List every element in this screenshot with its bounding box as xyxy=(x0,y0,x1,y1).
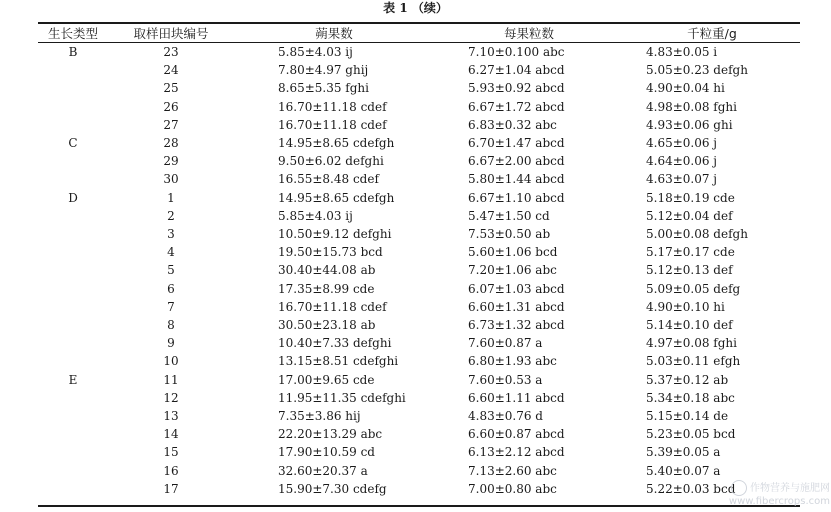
cell-pod-count: 30.50±23.18 ab xyxy=(278,318,376,333)
cell-plot-number: 6 xyxy=(167,281,175,296)
cell-seeds-per-pod: 7.53±0.50 ab xyxy=(468,227,551,242)
cell-growth-type xyxy=(38,334,108,352)
table-row xyxy=(38,116,800,134)
cell-growth-type xyxy=(38,79,108,97)
cell-seeds-per-pod: 7.60±0.53 a xyxy=(468,372,543,387)
cell-pod-count: 16.70±11.18 cdef xyxy=(278,99,387,114)
cell-thousand-grain-weight: 5.22±0.03 bcd xyxy=(646,481,736,496)
table-row xyxy=(38,61,800,79)
table-row xyxy=(38,462,800,480)
cell-plot-number: 27 xyxy=(163,117,179,132)
cell-seeds-per-pod: 6.67±1.72 abcd xyxy=(468,99,565,114)
cell-growth-type: E xyxy=(68,372,78,387)
cell-growth-type xyxy=(38,152,108,170)
cell-thousand-grain-weight: 5.18±0.19 cde xyxy=(646,190,735,205)
header-pod-count: 蒴果数 xyxy=(315,25,353,41)
cell-growth-type xyxy=(38,316,108,334)
cell-pod-count: 13.15±8.51 cdefghi xyxy=(278,354,399,369)
cell-thousand-grain-weight: 5.03±0.11 efgh xyxy=(646,354,741,369)
cell-thousand-grain-weight: 4.98±0.08 fghi xyxy=(646,99,737,114)
table-row xyxy=(38,152,800,170)
cell-pod-count: 10.50±9.12 defghi xyxy=(278,227,392,242)
cell-growth-type xyxy=(38,280,108,298)
table-row xyxy=(38,443,800,461)
table-row xyxy=(38,98,800,116)
cell-growth-type: D xyxy=(68,190,78,205)
cell-growth-type xyxy=(38,170,108,188)
cell-plot-number: 9 xyxy=(167,336,175,351)
watermark-text: 作物营养与施肥网 xyxy=(750,483,830,494)
cell-growth-type xyxy=(38,443,108,461)
cell-seeds-per-pod: 5.47±1.50 cd xyxy=(468,208,550,223)
cell-plot-number: 28 xyxy=(163,136,179,151)
cell-seeds-per-pod: 6.13±2.12 abcd xyxy=(468,445,565,460)
cell-seeds-per-pod: 6.67±1.10 abcd xyxy=(468,190,565,205)
cell-thousand-grain-weight: 4.93±0.06 ghi xyxy=(646,117,733,132)
cell-thousand-grain-weight: 4.97±0.08 fghi xyxy=(646,336,737,351)
table-row xyxy=(38,134,800,152)
cell-plot-number: 14 xyxy=(163,427,179,442)
cell-plot-number: 4 xyxy=(167,245,175,260)
cell-plot-number: 23 xyxy=(163,45,179,59)
table-row xyxy=(38,280,800,298)
cell-thousand-grain-weight: 5.14±0.10 def xyxy=(646,318,733,333)
cell-growth-type xyxy=(38,480,108,498)
cell-growth-type xyxy=(38,207,108,225)
cell-plot-number: 5 xyxy=(167,263,175,278)
watermark-url: www.fibercrops.com xyxy=(728,496,830,507)
cell-plot-number: 29 xyxy=(163,154,179,169)
watermark xyxy=(618,480,830,510)
cell-growth-type xyxy=(38,61,108,79)
cell-pod-count: 7.35±3.86 hij xyxy=(278,409,361,424)
cell-thousand-grain-weight: 5.15±0.14 de xyxy=(646,409,729,424)
header-seeds-per-pod: 每果粒数 xyxy=(503,25,554,41)
cell-seeds-per-pod: 6.60±0.87 abcd xyxy=(468,427,565,442)
cell-pod-count: 8.65±5.35 fghi xyxy=(278,81,369,96)
cell-growth-type: B xyxy=(68,45,78,59)
table-row xyxy=(38,425,800,443)
cell-pod-count: 9.50±6.02 defghi xyxy=(278,154,384,169)
cell-seeds-per-pod: 6.80±1.93 abc xyxy=(468,354,557,369)
cell-seeds-per-pod: 6.70±1.47 abcd xyxy=(468,136,565,151)
cell-plot-number: 17 xyxy=(163,481,179,496)
cell-seeds-per-pod: 6.60±1.11 abcd xyxy=(468,390,565,405)
cell-thousand-grain-weight: 5.34±0.18 abc xyxy=(646,390,735,405)
cell-growth-type xyxy=(38,243,108,261)
cell-growth-type xyxy=(38,298,108,316)
cell-seeds-per-pod: 7.00±0.80 abc xyxy=(468,481,557,496)
cell-pod-count: 7.80±4.97 ghij xyxy=(278,63,369,78)
cell-seeds-per-pod: 5.93±0.92 abcd xyxy=(468,81,565,96)
cell-plot-number: 2 xyxy=(167,208,175,223)
cell-pod-count: 17.90±10.59 cd xyxy=(278,445,375,460)
cell-plot-number: 12 xyxy=(163,390,179,405)
header-growth-type: 生长类型 xyxy=(47,25,98,41)
cell-thousand-grain-weight: 5.17±0.17 cde xyxy=(646,245,735,260)
cell-thousand-grain-weight: 5.12±0.13 def xyxy=(646,263,733,278)
table-row xyxy=(38,79,800,97)
header-plot-number: 取样田块编号 xyxy=(133,25,209,41)
cell-plot-number: 24 xyxy=(163,63,179,78)
cell-growth-type xyxy=(38,352,108,370)
table-row xyxy=(38,225,800,243)
table-row xyxy=(38,207,800,225)
cell-seeds-per-pod: 4.83±0.76 d xyxy=(468,409,543,424)
table-caption: 表 1 （续） xyxy=(383,1,448,15)
cell-thousand-grain-weight: 5.37±0.12 ab xyxy=(646,372,729,387)
cell-pod-count: 32.60±20.37 a xyxy=(278,463,368,478)
table-row xyxy=(38,298,800,316)
cell-pod-count: 15.90±7.30 cdefg xyxy=(278,481,387,496)
cell-growth-type: C xyxy=(68,136,78,151)
watermark-logo-icon xyxy=(731,480,747,496)
header-thousand-grain-weight: 千粒重/g xyxy=(687,25,737,41)
cell-growth-type xyxy=(38,261,108,279)
cell-plot-number: 7 xyxy=(167,299,175,314)
table-row xyxy=(38,389,800,407)
table-row xyxy=(38,170,800,188)
cell-seeds-per-pod: 6.27±1.04 abcd xyxy=(468,63,565,78)
table-row xyxy=(38,316,800,334)
cell-thousand-grain-weight: 4.83±0.05 i xyxy=(646,45,718,59)
cell-pod-count: 17.35±8.99 cde xyxy=(278,281,375,296)
table-row xyxy=(38,261,800,279)
cell-plot-number: 1 xyxy=(167,190,175,205)
cell-pod-count: 17.00±9.65 cde xyxy=(278,372,375,387)
cell-seeds-per-pod: 7.13±2.60 abc xyxy=(468,463,557,478)
cell-thousand-grain-weight: 4.64±0.06 j xyxy=(646,154,718,169)
cell-seeds-per-pod: 7.60±0.87 a xyxy=(468,336,543,351)
table-row xyxy=(38,371,800,389)
cell-seeds-per-pod: 6.60±1.31 abcd xyxy=(468,299,565,314)
cell-pod-count: 16.70±11.18 cdef xyxy=(278,299,387,314)
cell-thousand-grain-weight: 5.40±0.07 a xyxy=(646,463,721,478)
cell-plot-number: 16 xyxy=(163,463,179,478)
cell-growth-type xyxy=(38,462,108,480)
table-body xyxy=(38,42,800,498)
cell-thousand-grain-weight: 5.09±0.05 defg xyxy=(646,281,741,296)
cell-plot-number: 26 xyxy=(163,99,179,114)
cell-plot-number: 25 xyxy=(163,81,179,96)
cell-plot-number: 8 xyxy=(167,318,175,333)
cell-plot-number: 11 xyxy=(163,372,179,387)
cell-growth-type xyxy=(38,389,108,407)
cell-pod-count: 11.95±11.35 cdefghi xyxy=(278,390,406,405)
cell-seeds-per-pod: 5.80±1.44 abcd xyxy=(468,172,565,187)
cell-pod-count: 5.85±4.03 ij xyxy=(278,45,353,59)
cell-pod-count: 16.70±11.18 cdef xyxy=(278,117,387,132)
cell-plot-number: 10 xyxy=(163,354,179,369)
cell-plot-number: 15 xyxy=(163,445,179,460)
table-row xyxy=(38,352,800,370)
cell-pod-count: 10.40±7.33 defghi xyxy=(278,336,392,351)
cell-growth-type xyxy=(38,425,108,443)
header-row xyxy=(38,23,800,42)
cell-pod-count: 19.50±15.73 bcd xyxy=(278,245,383,260)
cell-thousand-grain-weight: 4.63±0.07 j xyxy=(646,172,718,187)
cell-seeds-per-pod: 7.10±0.100 abc xyxy=(468,45,565,59)
cell-pod-count: 30.40±44.08 ab xyxy=(278,263,376,278)
cell-seeds-per-pod: 6.67±2.00 abcd xyxy=(468,154,565,169)
cell-thousand-grain-weight: 5.39±0.05 a xyxy=(646,445,721,460)
cell-seeds-per-pod: 6.83±0.32 abc xyxy=(468,117,557,132)
table-row xyxy=(38,189,800,207)
table-row xyxy=(38,243,800,261)
cell-seeds-per-pod: 6.73±1.32 abcd xyxy=(468,318,565,333)
cell-thousand-grain-weight: 5.00±0.08 defgh xyxy=(646,227,748,242)
cell-growth-type xyxy=(38,407,108,425)
cell-pod-count: 5.85±4.03 ij xyxy=(278,208,353,223)
cell-growth-type xyxy=(38,116,108,134)
cell-pod-count: 22.20±13.29 abc xyxy=(278,427,383,442)
cell-thousand-grain-weight: 4.90±0.10 hi xyxy=(646,299,725,314)
table-row xyxy=(38,407,800,425)
cell-pod-count: 14.95±8.65 cdefgh xyxy=(278,190,395,205)
cell-pod-count: 16.55±8.48 cdef xyxy=(278,172,379,187)
cell-thousand-grain-weight: 5.05±0.23 defgh xyxy=(646,63,748,78)
cell-plot-number: 30 xyxy=(163,172,179,187)
table-row xyxy=(38,42,800,61)
cell-seeds-per-pod: 6.07±1.03 abcd xyxy=(468,281,565,296)
table-row xyxy=(38,334,800,352)
cell-thousand-grain-weight: 4.65±0.06 j xyxy=(646,136,718,151)
cell-seeds-per-pod: 5.60±1.06 bcd xyxy=(468,245,558,260)
cell-seeds-per-pod: 7.20±1.06 abc xyxy=(468,263,557,278)
cell-plot-number: 13 xyxy=(163,409,179,424)
cell-pod-count: 14.95±8.65 cdefgh xyxy=(278,136,395,151)
cell-thousand-grain-weight: 5.12±0.04 def xyxy=(646,208,733,223)
cell-growth-type xyxy=(38,225,108,243)
cell-plot-number: 3 xyxy=(167,227,175,242)
cell-thousand-grain-weight: 5.23±0.05 bcd xyxy=(646,427,736,442)
cell-thousand-grain-weight: 4.90±0.04 hi xyxy=(646,81,725,96)
cell-growth-type xyxy=(38,98,108,116)
data-table xyxy=(38,23,800,498)
